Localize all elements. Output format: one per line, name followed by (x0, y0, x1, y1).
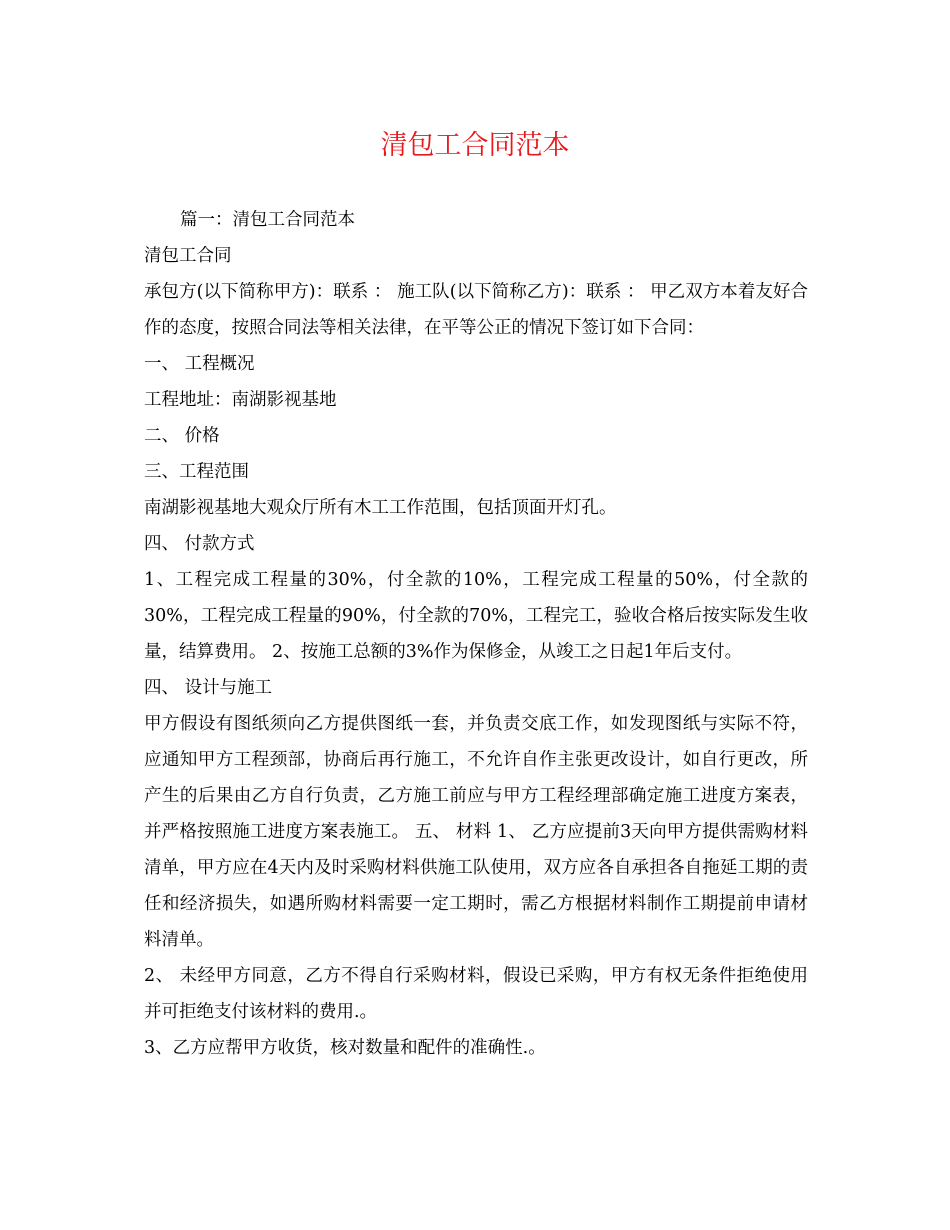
section-heading-chapter: 篇一：清包工合同范本 (180, 210, 355, 230)
design-paragraph: 甲方假设有图纸须向乙方提供图纸一套，并负责交底工作，如发现图纸与实际不符，应通知甲方工程颈部，协商后再行施工，不允许自作主张更改设计，如自行更改，所产生的后果由乙方自行负责，乙方施工前应与甲方工程经理部确定施工进度方案表，并严格按照施工进度方案表施工。 五、 材料 1、 乙方应提前3天向甲方提供需购材料清单，甲方应在4天内及时采购材料供施工队使用，双方应各自承担各自拖延工期的责任和经济损失，如遇所购材料需要一定工期时，需乙方根据材料制作工期提前申请材料清单。 (144, 714, 808, 950)
section-heading-price: 二、 价格 (144, 426, 220, 446)
document-body (144, 202, 808, 1066)
section-heading-scope: 三、工程范围 (144, 462, 249, 482)
document-title: 清包工合同范本 (380, 130, 570, 161)
scope-paragraph: 南湖影视基地大观众厅所有木工工作范围，包括顶面开灯孔。 (144, 498, 617, 518)
parties-paragraph: 承包方(以下简称甲方)：联系 ： 施工队(以下简称乙方)：联系 ： 甲乙双方本着友好合作的态度，按照合同法等相关法律，在平等公正的情况下签订如下合同： (144, 282, 808, 338)
section-heading-design: 四、 设计与施工 (144, 678, 273, 698)
section-heading-overview: 一、 工程概况 (144, 354, 255, 374)
payment-paragraph: 1、工程完成工程量的30%，付全款的10%，工程完成工程量的50%，付全款的30%，工程完成工程量的90%，付全款的70%，工程完工，验收合格后按实际发生收量，结算费用。 2、按施工总额的3%作为保修金，从竣工之日起1年后支付。 (144, 570, 808, 662)
materials-clause-3: 3、乙方应帮甲方收货，核对数量和配件的准确性.。 (144, 1038, 546, 1058)
contract-name: 清包工合同 (144, 246, 232, 266)
section-heading-payment: 四、 付款方式 (144, 534, 255, 554)
materials-clause-2: 2、 未经甲方同意，乙方不得自行采购材料，假设已采购，甲方有权无条件拒绝使用并可拒绝支付该材料的费用.。 (144, 966, 808, 1022)
project-address: 工程地址：南湖影视基地 (144, 390, 337, 410)
